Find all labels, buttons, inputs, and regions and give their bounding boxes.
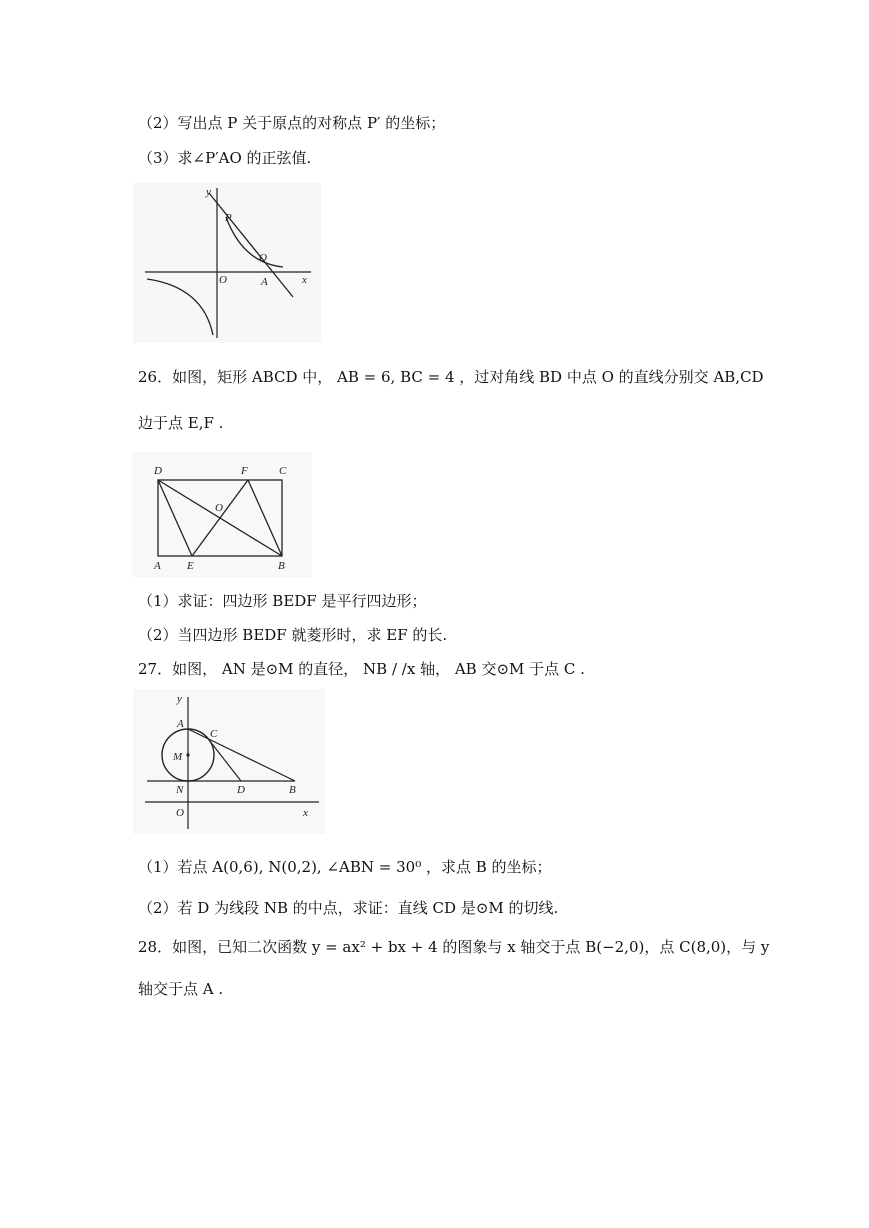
q26-part1: （1）求证：四边形 BEDF 是平行四边形； [138,592,427,610]
label-A: A [261,276,268,288]
q28-stem-line1: 28．如图，已知二次函数 y = ax² + bx + 4 的图象与 x 轴交于点 B(−2,0)，点 C(8,0)，与 y [138,938,770,956]
label-B: B [289,784,296,796]
label-A: A [154,560,161,572]
label-E: E [187,560,194,572]
label-A: A [177,718,184,730]
label-D: D [237,784,245,796]
label-y: y [177,693,182,705]
q26-part2: （2）当四边形 BEDF 就菱形时，求 EF 的长. [138,626,448,644]
q27-part1: （1）若点 A(0,6), N(0,2), ∠ABN = 30⁰ ，求点 B 的坐标； [138,858,552,876]
label-F: F [241,465,248,477]
label-M: M [173,751,183,763]
label-P: P [225,212,232,224]
label-y: y [206,186,211,198]
q27-stem: 27．如图， AN 是⊙M 的直径， NB / /x 轴， AB 交⊙M 于点 C . [138,660,585,678]
figure-circle-m [133,689,325,834]
q27-part2: （2）若 D 为线段 NB 的中点，求证：直线 CD 是⊙M 的切线. [138,899,559,917]
label-D: D [154,465,162,477]
label-x: x [303,807,308,819]
q26-stem-line2: 边于点 E,F . [138,414,224,432]
label-Q: Q [259,252,267,264]
label-x: x [302,274,307,286]
q28-stem-line2: 轴交于点 A . [138,980,224,998]
q26-stem-line1: 26．如图，矩形 ABCD 中， AB = 6, BC = 4 ，过对角线 BD 中点 O 的直线分别交 AB,CD [138,368,764,386]
label-C: C [210,728,218,740]
label-C: C [279,465,287,477]
label-O: O [176,807,184,819]
center-M [186,753,189,756]
figure-rectangle-abcd [132,452,312,577]
q25-part3: （3）求∠P′AO 的正弦值. [138,149,312,167]
label-B: B [278,560,285,572]
label-O: O [215,502,223,514]
figure-hyperbola-line [133,183,321,343]
q25-part2: （2）写出点 P 关于原点的对称点 P′ 的坐标； [138,114,446,132]
label-N: N [176,784,184,796]
label-O: O [219,274,227,286]
